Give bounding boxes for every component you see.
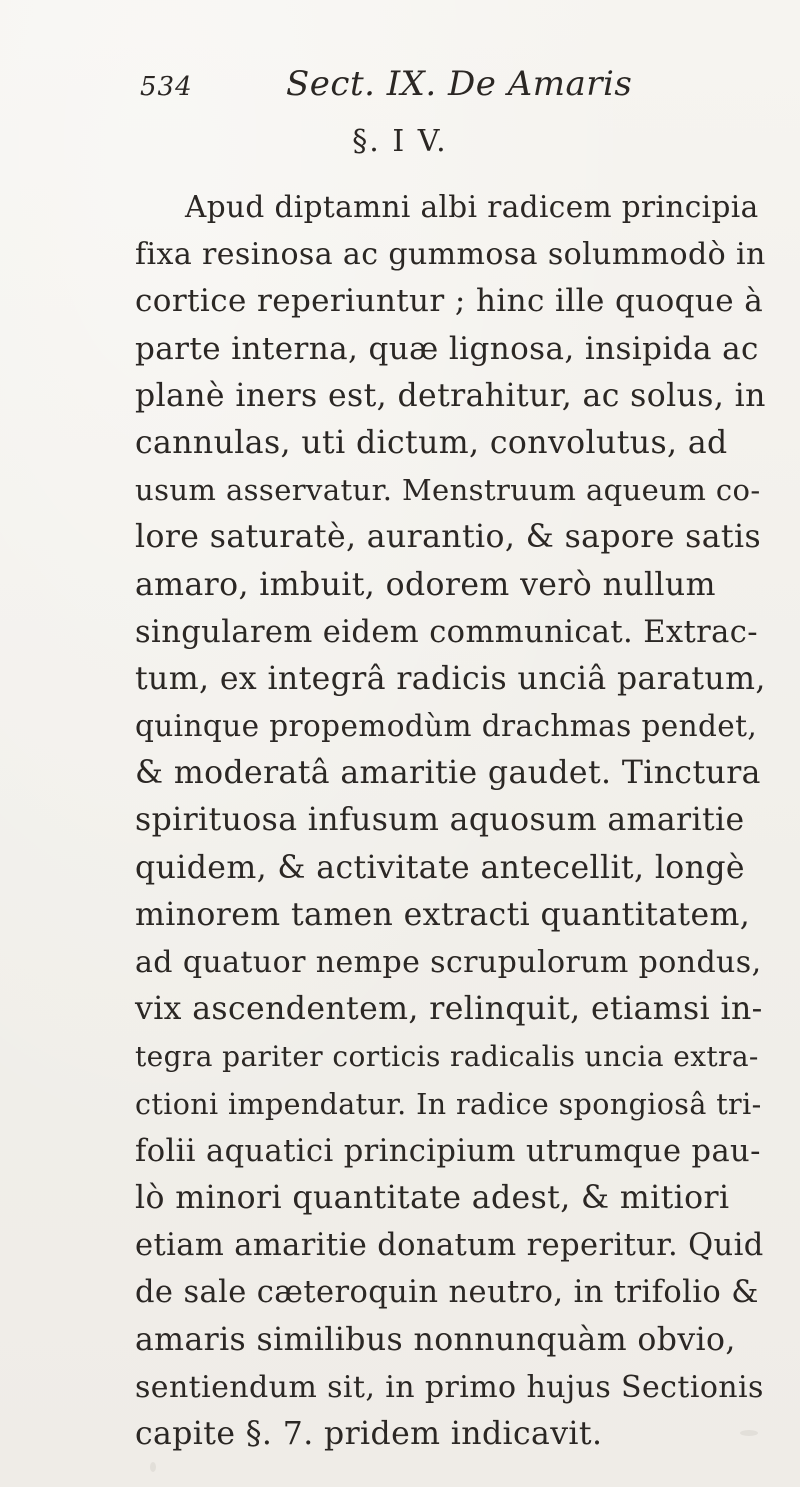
- text-line: planè iners est, detrahitur, ac solus, in: [135, 377, 766, 414]
- text-line: vix ascendentem, relinquit, etiamsi in-: [135, 991, 763, 1028]
- text-line: lò minori quantitate adest, & mitiori: [135, 1179, 730, 1216]
- text-line: capite §. 7. pridem indicavit.: [135, 1415, 603, 1452]
- page-number: 534: [140, 72, 193, 102]
- body-text: [135, 184, 765, 1458]
- text-line: fixa resinosa ac gummosa solummodò in: [135, 237, 766, 273]
- paper-blemish: [740, 1430, 758, 1436]
- text-line: Apud diptamni albi radicem principia: [185, 190, 759, 224]
- text-line: spirituosa infusum aquosum amaritie: [135, 802, 745, 839]
- text-line: sentiendum sit, in primo hujus Sectionis: [135, 1369, 764, 1405]
- text-line: quidem, & activitate antecellit, longè: [135, 849, 745, 886]
- text-line: de sale cæteroquin neutro, in trifolio &: [135, 1275, 759, 1311]
- section-heading: §. I V.: [352, 124, 448, 159]
- text-line: etiam amaritie donatum reperitur. Quid: [135, 1228, 764, 1264]
- text-line: cannulas, uti dictum, convolutus, ad: [135, 424, 728, 461]
- text-line: folii aquatici principium utrumque pau-: [135, 1133, 761, 1169]
- text-line: usum asservatur. Menstruum aqueum co-: [135, 473, 761, 508]
- text-line: amaris similibus nonnunquàm obvio,: [135, 1321, 736, 1358]
- text-line: & moderatâ amaritie gaudet. Tinctura: [135, 755, 761, 792]
- running-head: Sect. IX. De Amaris: [286, 64, 633, 104]
- text-line: tum, ex integrâ radicis unciâ paratum,: [135, 660, 766, 697]
- text-line: ad quatuor nempe scrupulorum pondus,: [135, 945, 762, 980]
- page-header: [140, 64, 660, 114]
- text-line: tegra pariter corticis radicalis uncia extra-: [135, 1040, 759, 1074]
- text-line: parte interna, quæ lignosa, insipida ac: [135, 330, 759, 367]
- text-line: lore saturatè, aurantio, & sapore satis: [135, 519, 762, 556]
- text-line: amaro, imbuit, odorem verò nullum: [135, 566, 716, 603]
- text-line: minorem tamen extracti quantitatem,: [135, 896, 751, 933]
- paper-blemish: [150, 1462, 156, 1472]
- text-line: quinque propemodùm drachmas pendet,: [135, 709, 758, 744]
- text-line: cortice reperiuntur ; hinc ille quoque à: [135, 283, 764, 320]
- text-line: singularem eidem communicat. Extrac-: [135, 614, 758, 650]
- text-line: ctioni impendatur. In radice spongiosâ tri-: [135, 1087, 762, 1121]
